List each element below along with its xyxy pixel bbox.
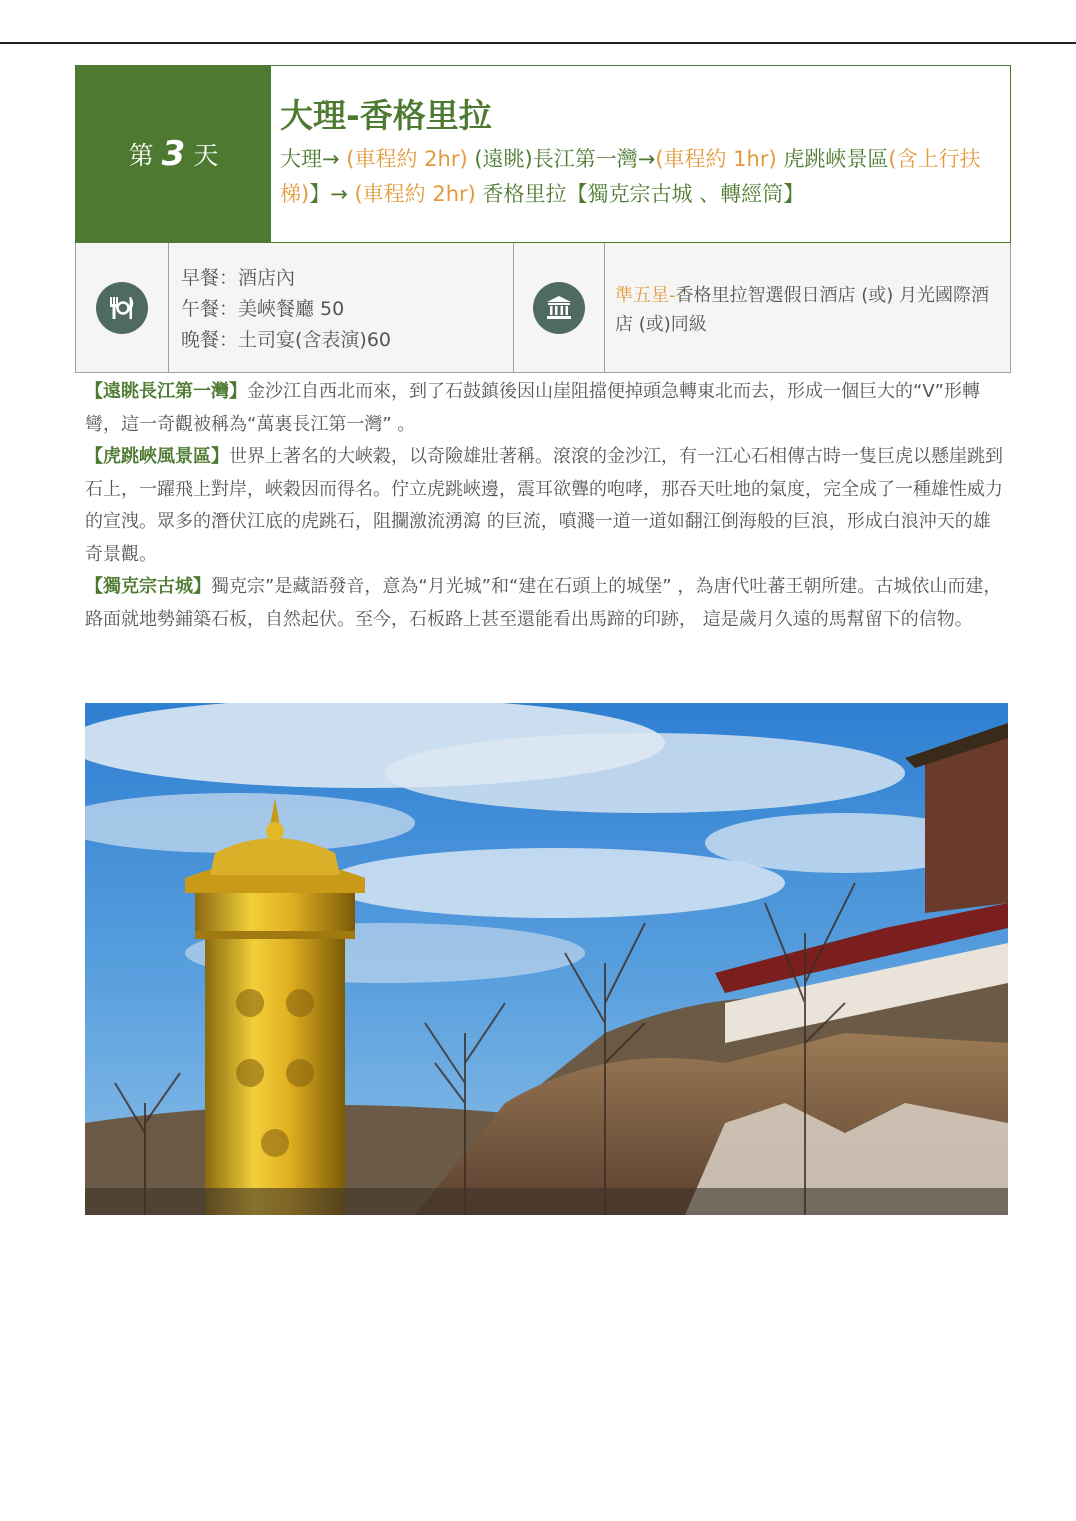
info-box <box>75 243 1011 373</box>
dinner: 晚餐：土司宴(含表演)60 <box>181 329 392 351</box>
day-number: 3 <box>161 134 186 174</box>
section-heading: 【獨克宗古城】 <box>85 576 211 597</box>
utensils-icon <box>96 282 148 334</box>
route-time: (車程約 1hr) <box>655 147 777 171</box>
route-note: (含上行扶梯) <box>280 147 981 206</box>
breakfast: 早餐：酒店內 <box>181 267 296 289</box>
prayer-wheel-photo <box>85 703 1008 1215</box>
day-title: 大理-香格里拉 <box>280 96 492 135</box>
section-heading: 【虎跳峽風景區】 <box>85 446 229 467</box>
section-heading: 【遠眺長江第一灣】 <box>85 381 247 402</box>
section-text: 獨克宗”是藏語發音，意為“月光城”和“建在石頭上的城堡” ，為唐代吐蕃王朝所建。古城依山而建，路面就地勢鋪築石板，自然起伏。至今，石板路上甚至還能看出馬蹄的印跡， 這是歲月久遠的馬幫留下的信物。 <box>85 576 1002 630</box>
section-text: 世界上著名的大峽穀，以奇險雄壯著稱。滾滾的金沙江，有一江心石相傳古時一隻巨虎以懸崖跳到石上，一躍飛上對岸，峽穀因而得名。佇立虎跳峽邊，震耳欲聾的咆哮，那吞天吐地的氣度，完全成了一種雄性威力的宣洩。眾多的潛伏江底的虎跳石，阻攔激流湧瀉 的巨流，噴濺一道一道如翻江倒海般的巨浪，形成白浪沖天的雄奇景觀。 <box>85 446 1003 565</box>
lunch: 午餐：美峽餐廳 50 <box>181 298 345 320</box>
section-text: 金沙江自西北而來，到了石鼓鎮後因山崖阻擋便掉頭急轉東北而去，形成一個巨大的“V”形轉彎，這一奇觀被稱為“萬裏長江第一灣” 。 <box>85 381 980 435</box>
day-suffix: 天 <box>193 141 219 170</box>
description <box>85 376 1005 636</box>
hotel-grade: 準五星- <box>615 285 676 306</box>
day-header <box>75 65 1011 243</box>
day-content <box>280 96 1000 212</box>
route-time: (車程約 2hr) <box>346 147 468 171</box>
route <box>280 142 1000 212</box>
section <box>85 376 1005 441</box>
route-seg: 虎跳峽景區 <box>776 147 889 171</box>
meal-icon-cell <box>76 243 169 372</box>
hotel-name: 香格里拉智選假日酒店 (或) 月光國際酒店 (或)同級 <box>615 285 989 335</box>
top-rule <box>0 42 1076 44</box>
hotel-building-icon <box>533 282 585 334</box>
route-seg: (遠眺)長江第一灣→ <box>467 147 656 171</box>
day-label <box>76 66 271 242</box>
section <box>85 571 1005 636</box>
route-time: (車程約 2hr) <box>354 182 476 206</box>
day-prefix: 第 <box>128 141 154 170</box>
section <box>85 441 1005 571</box>
hotel-info <box>605 243 1010 372</box>
meals <box>169 243 514 372</box>
hotel-icon-cell <box>514 243 605 372</box>
route-seg: 】→ <box>309 182 355 206</box>
route-seg: 大理→ <box>280 147 347 171</box>
route-seg: 香格里拉【獨克宗古城 、轉經筒】 <box>475 182 805 206</box>
